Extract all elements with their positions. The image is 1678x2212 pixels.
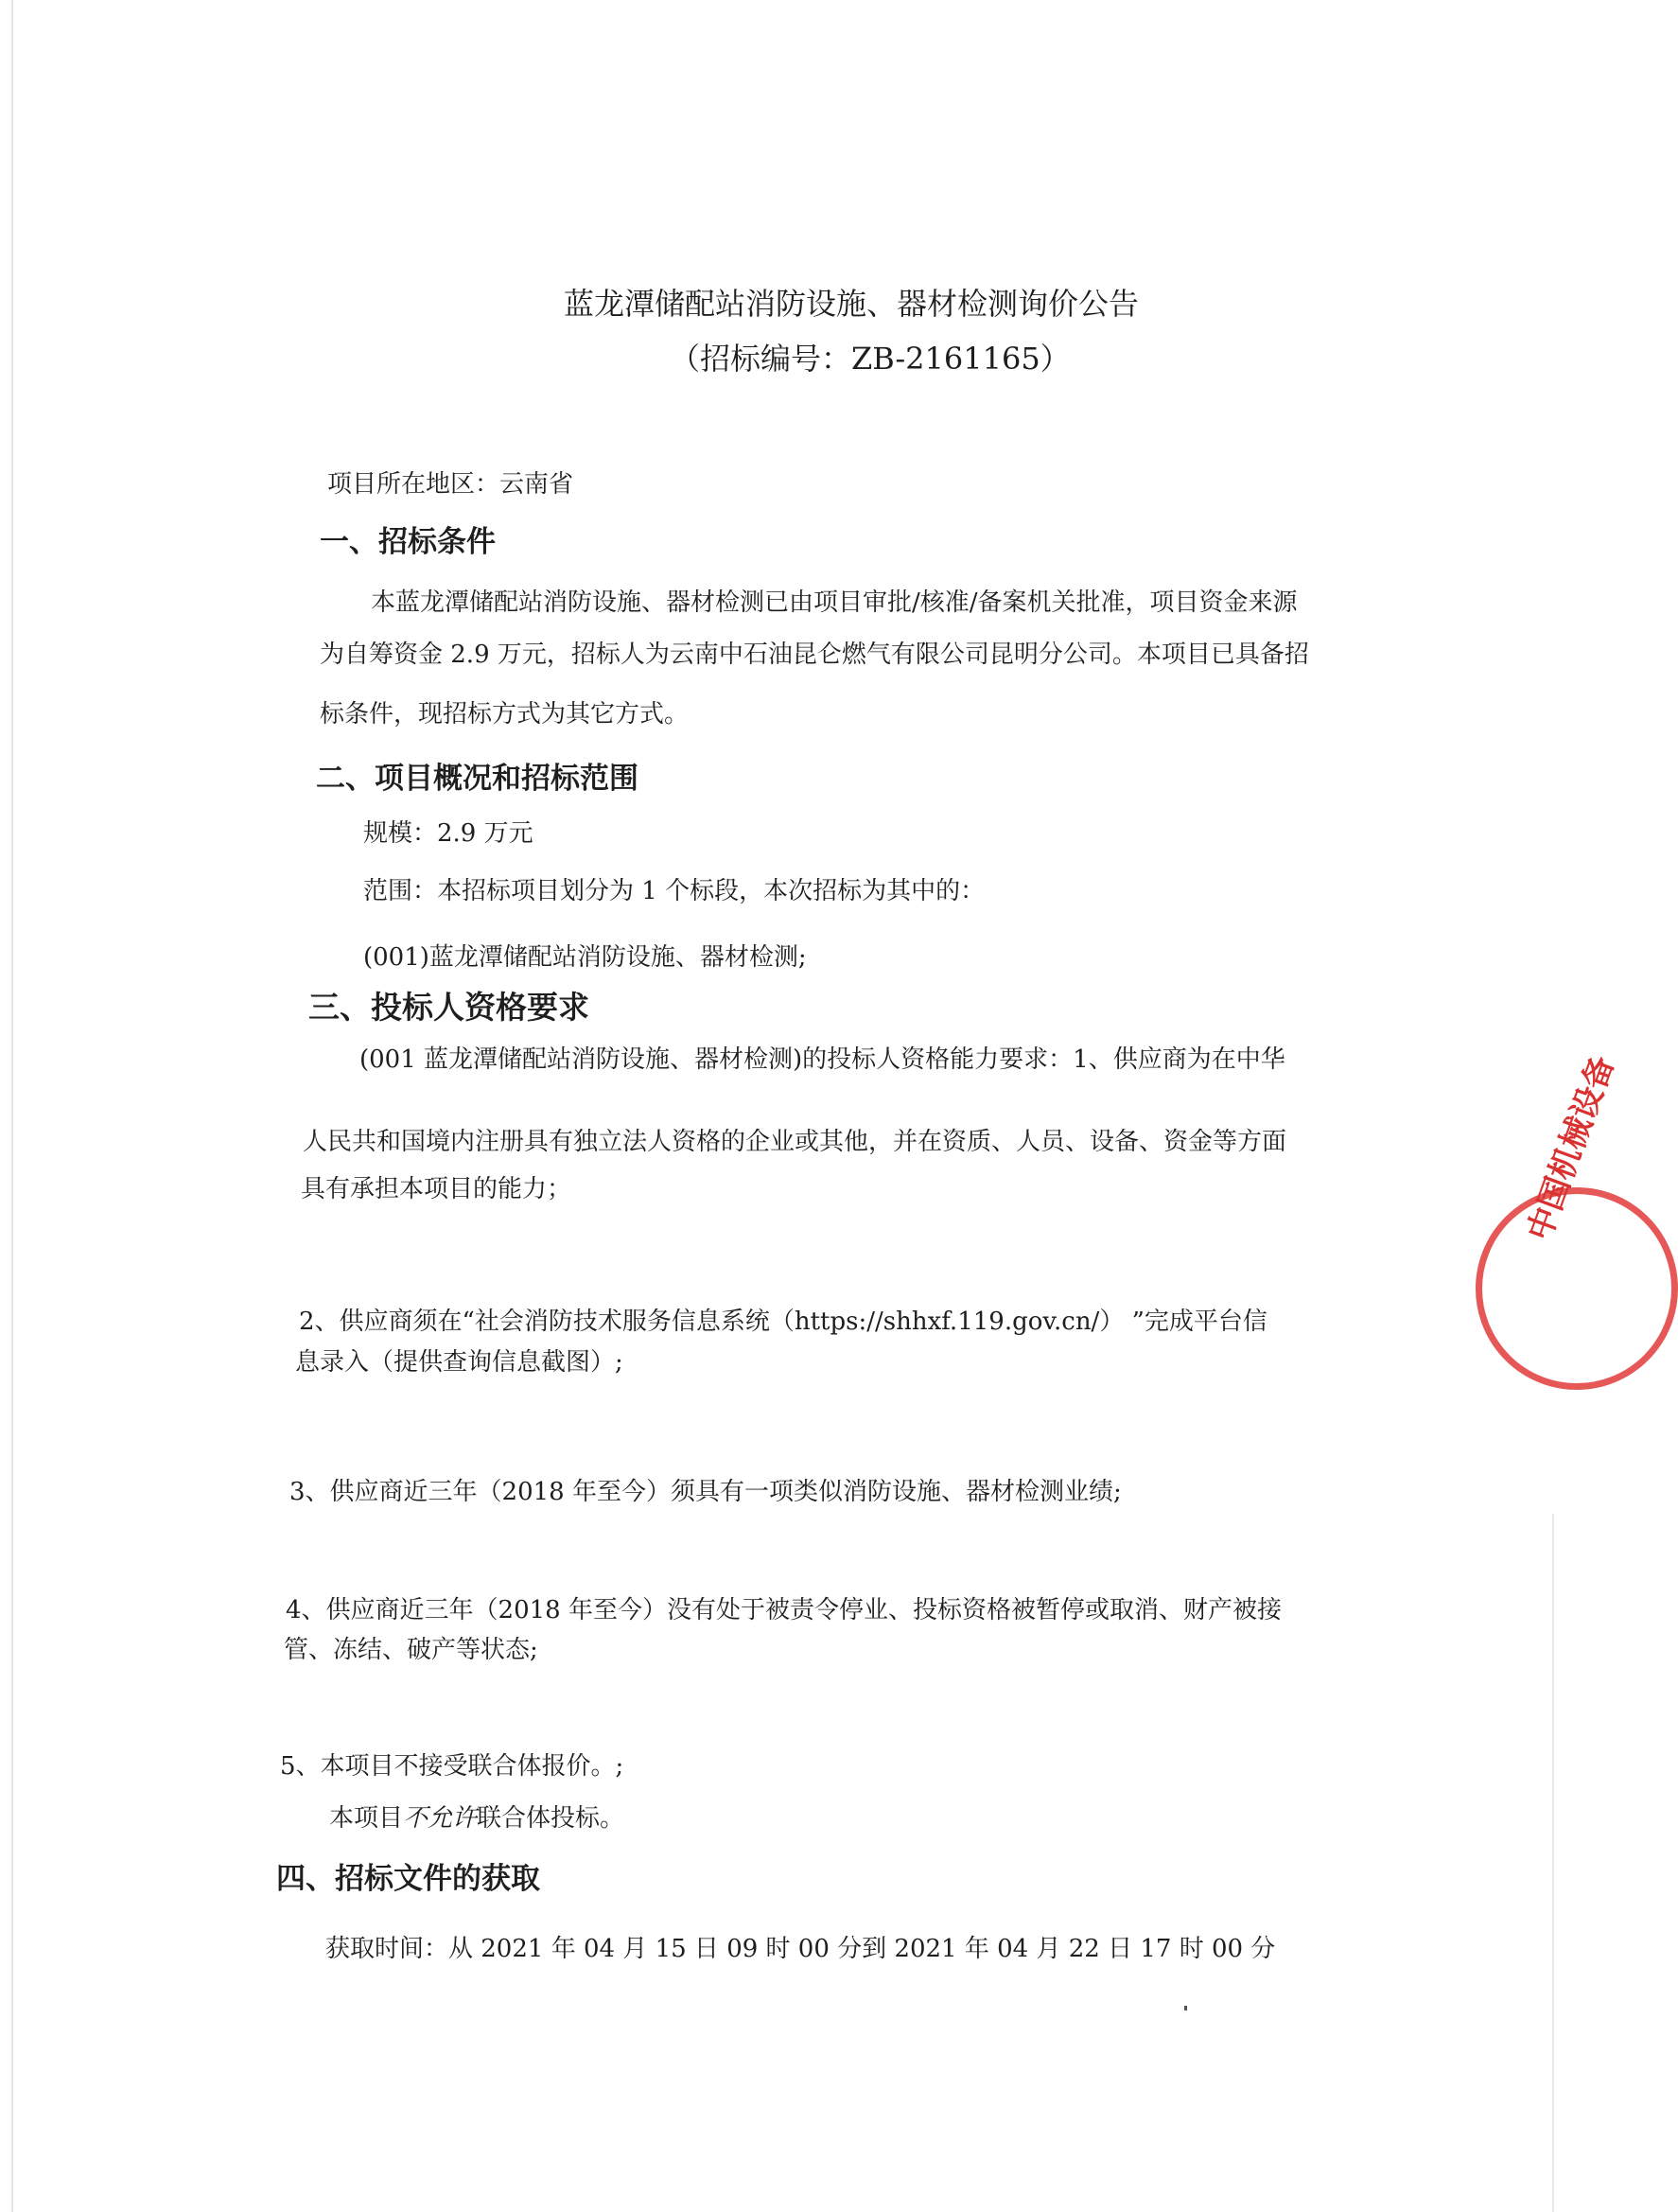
document-title: 蓝龙潭储配站消防设施、器材检测询价公告 [564, 286, 1140, 322]
requirement-1-line-2: 人民共和国境内注册具有独立法人资格的企业或其他，并在资质、人员、设备、资金等方面 [303, 1128, 1287, 1156]
section-4-heading: 四、招标文件的获取 [276, 1862, 540, 1896]
section-2-item: (001)蓝龙潭储配站消防设施、器材检测; [363, 943, 807, 972]
requirement-1-line-1: (001 蓝龙潭储配站消防设施、器材检测)的投标人资格能力要求：1、供应商为在中华 [359, 1045, 1285, 1074]
requirement-4-line-2: 管、冻结、破产等状态; [284, 1636, 538, 1664]
joint-note-suffix: 联合体投标。 [477, 1804, 625, 1833]
acquisition-time: 获取时间：从 2021 年 04 月 15 日 09 时 00 分到 2021 年 04 月 22 日 17 时 00 分 [325, 1935, 1276, 1963]
joint-bidding-note [329, 1802, 624, 1835]
requirement-3: 3、供应商近三年（2018 年至今）须具有一项类似消防设施、器材检测业绩; [289, 1478, 1122, 1506]
requirement-4-line-1: 4、供应商近三年（2018 年至今）没有处于被责令停业、投标资格被暂停或取消、财产被接 [286, 1596, 1282, 1624]
section-1-heading: 一、招标条件 [320, 525, 496, 559]
section-1-line-3: 标条件，现招标方式为其它方式。 [320, 700, 690, 729]
company-seal-text: 中国机械设备 [1520, 1051, 1622, 1246]
section-1-line-1: 本蓝龙潭储配站消防设施、器材检测已由项目审批/核准/备案机关批准，项目资金来源 [371, 588, 1298, 617]
project-location: 项目所在地区：云南省 [327, 470, 574, 499]
requirement-2-line-2: 息录入（提供查询信息截图）; [295, 1348, 623, 1377]
scan-edge-right [1552, 1514, 1554, 2212]
section-2-heading: 二、项目概况和招标范围 [316, 762, 638, 796]
joint-note-prefix: 本项目 [329, 1804, 404, 1833]
tender-code: （招标编号：ZB-2161165） [670, 341, 1071, 377]
section-1-line-2: 为自筹资金 2.9 万元，招标人为云南中石油昆仑燃气有限公司昆明分公司。本项目已具备招 [320, 641, 1309, 669]
requirement-1-line-3: 具有承担本项目的能力； [301, 1175, 572, 1203]
joint-note-not-allowed: 不允许 [403, 1804, 478, 1833]
requirement-2-line-1: 2、供应商须在“社会消防技术服务信息系统（https://shhxf.119.gov.cn/） ”完成平台信 [299, 1308, 1267, 1336]
requirement-5: 5、本项目不接受联合体报价。; [280, 1752, 624, 1781]
section-3-heading: 三、投标人资格要求 [308, 989, 589, 1026]
scan-edge-left [11, 0, 13, 2212]
scan-speck [1184, 2006, 1187, 2010]
section-2-range: 范围：本招标项目划分为 1 个标段，本次招标为其中的： [363, 877, 986, 905]
company-seal [1476, 1187, 1678, 1390]
section-2-scale: 规模：2.9 万元 [363, 819, 533, 848]
